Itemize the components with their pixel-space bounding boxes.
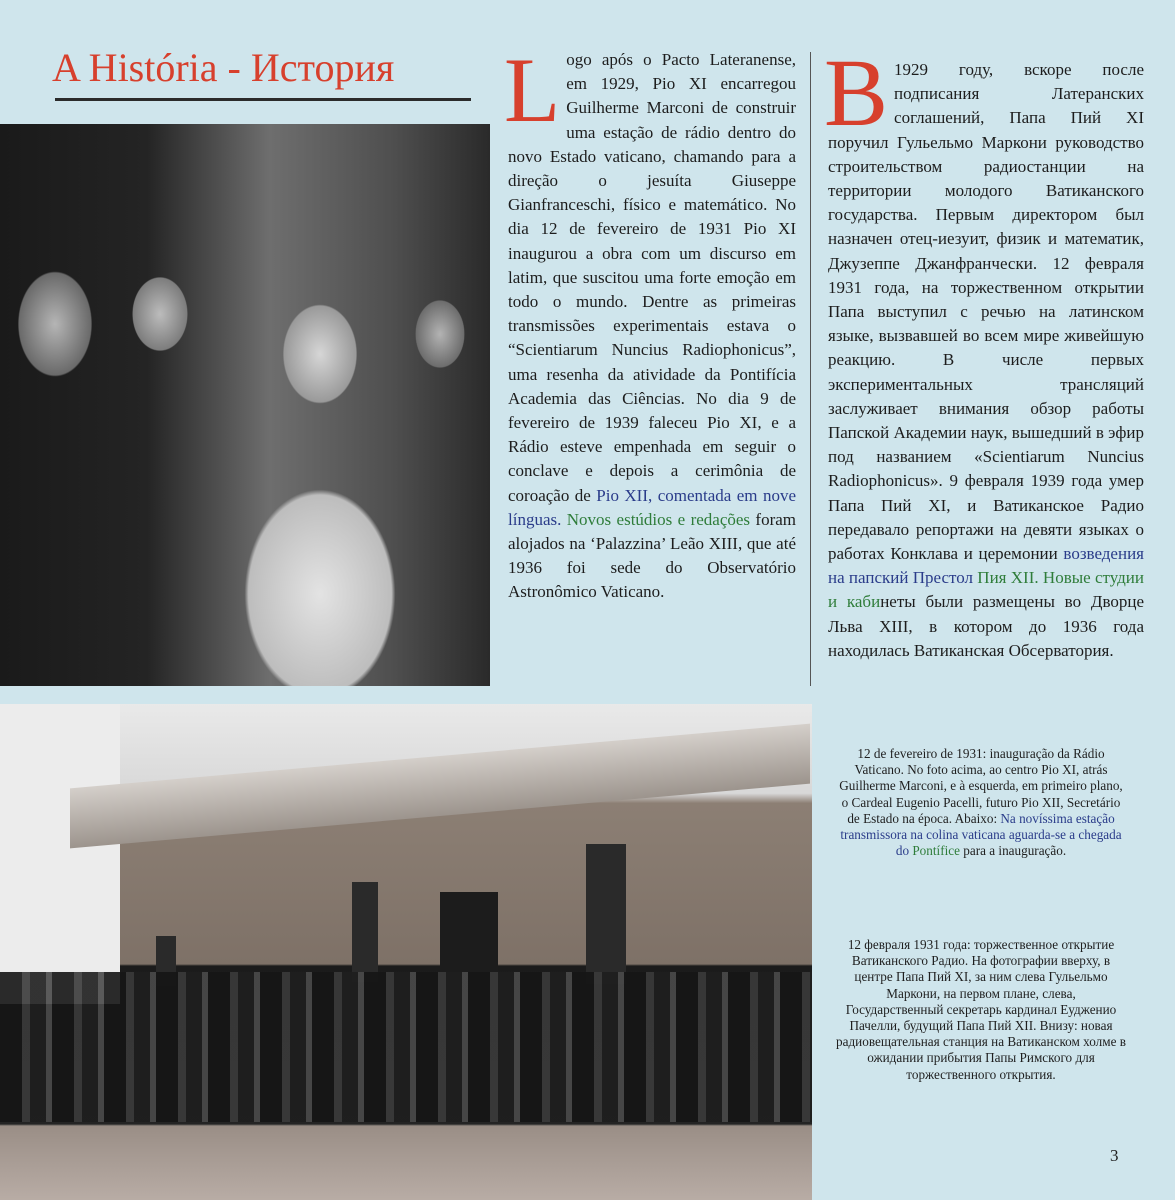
- photo-sky: [0, 704, 120, 1004]
- photo-crowd: [0, 972, 812, 1122]
- page-title: A História - История: [52, 45, 395, 90]
- ru-text-b: неты были размещены во Дворце Льва XIII, в котором до 1936 года находилась Ватиканская Обсерватория.: [828, 592, 1144, 660]
- caption-pt-text-blue: Na novíssima estação transmissora na colina vaticana aguarda-se a chegada do: [840, 810, 1122, 859]
- ru-text-green: Пия XII. Новые студии и каби: [828, 568, 1145, 612]
- photo-roof: [70, 724, 810, 849]
- caption-pt-text-b: para a inauguração.: [959, 843, 1067, 859]
- pt-text-blue: Pio XII, comentada em nove línguas.: [508, 485, 797, 529]
- caption-portuguese: [836, 746, 1126, 859]
- photo-doorway: [440, 892, 498, 984]
- ru-text-a: 1929 году, вскоре после подписания Латеранских соглашений, Папа Пий XI поручил Гульельмо Маркони руководство строительством радиостанции на территории молодого Ватиканского государства. Первым директором был назначен отец-иезуит, физик и математик, Джузеппе Джанфранчески. 12 февраля 1931 года, на торжественном открытии Папа выступил с речью на латинском языке, вызвавшей во всем мире живейшую реакцию. В числе первых экспериментальных трансляций заслуживает внимания обзор работы Папской Академии наук, вышедший в эфир под названием «Scientiarum Nuncius Radiophonicus». 9 февраля 1939 года умер Папа Пий XI, и Ватиканское Радио передавало репортажи на девяти языках о работах Конклава и церемонии: [828, 60, 1144, 564]
- pt-text-b: foram alojados na ‘Palazzina’ Leão XIII, que até 1936 foi sede do Observatório Astronômico Vaticano.: [508, 509, 797, 602]
- photo-window: [352, 882, 378, 982]
- caption-pt-text-green: Pontífice: [912, 843, 960, 859]
- title-underline: [55, 98, 471, 101]
- pt-text-a: ogo após o Pacto Lateranense, em 1929, Pio XI encarregou Guilherme Marconi de construir uma estação de rádio dentro do novo Estado vaticano, chamando para a direção o jesuíta Giuseppe Gianfranceschi, físico e matemático. No dia 12 de fevereiro de 1931 Pio XI inaugurou a obra com um discurso em latim, que suscitou uma forte emoção em todo o mundo. Dentre as primeiras transmissões experimentais estava o “Scientiarum Nuncius Radiophonicus”, uma resenha da atividade da Pontifícia Academia das Ciências. No dia 9 de fevereiro de 1939 faleceu Pio XI, e a Rádio esteve empenhada em seguir o conclave e depois a cerimônia de coroação de: [508, 50, 796, 505]
- page-number: 3: [1110, 1146, 1119, 1165]
- caption-russian: 12 февраля 1931 года: торжественное открытие Ватиканского Радио. На фотографии вверху, в центре Папа Пий XI, за ним слева Гульельмо Маркони, на первом плане, слева, Государственный секретарь кардинал Еудженио Пачелли, будущий Папа Пий XII. Внизу: новая радиовещательная станция на Ватиканском холме в ожидании прибытия Папы Римского для торжественного открытия.: [836, 937, 1126, 1082]
- dropcap-pt: L: [504, 39, 561, 141]
- column-divider: [810, 52, 811, 686]
- dropcap-ru: В: [824, 39, 889, 146]
- photo-inauguration-pope: [0, 124, 490, 686]
- ru-text-blue: возведения на папский Престол: [828, 544, 1144, 588]
- photo-radio-station-building: [0, 704, 812, 1200]
- photo-window: [586, 844, 626, 984]
- article-column-russian: [824, 39, 1145, 663]
- article-column-portuguese: [504, 39, 797, 605]
- caption-pt-text-a: 12 de fevereiro de 1931: inauguração da Rádio Vaticano. No foto acima, ao centro Pio XI, atrás Guilherme Marconi, e à esquerda, em primeiro plano, o Cardeal Eugenio Pacelli, futuro Pio XII, Secretário de Estado na época. Abaixo:: [839, 746, 1123, 826]
- pt-text-green: Novos estúdios e redações: [566, 509, 751, 529]
